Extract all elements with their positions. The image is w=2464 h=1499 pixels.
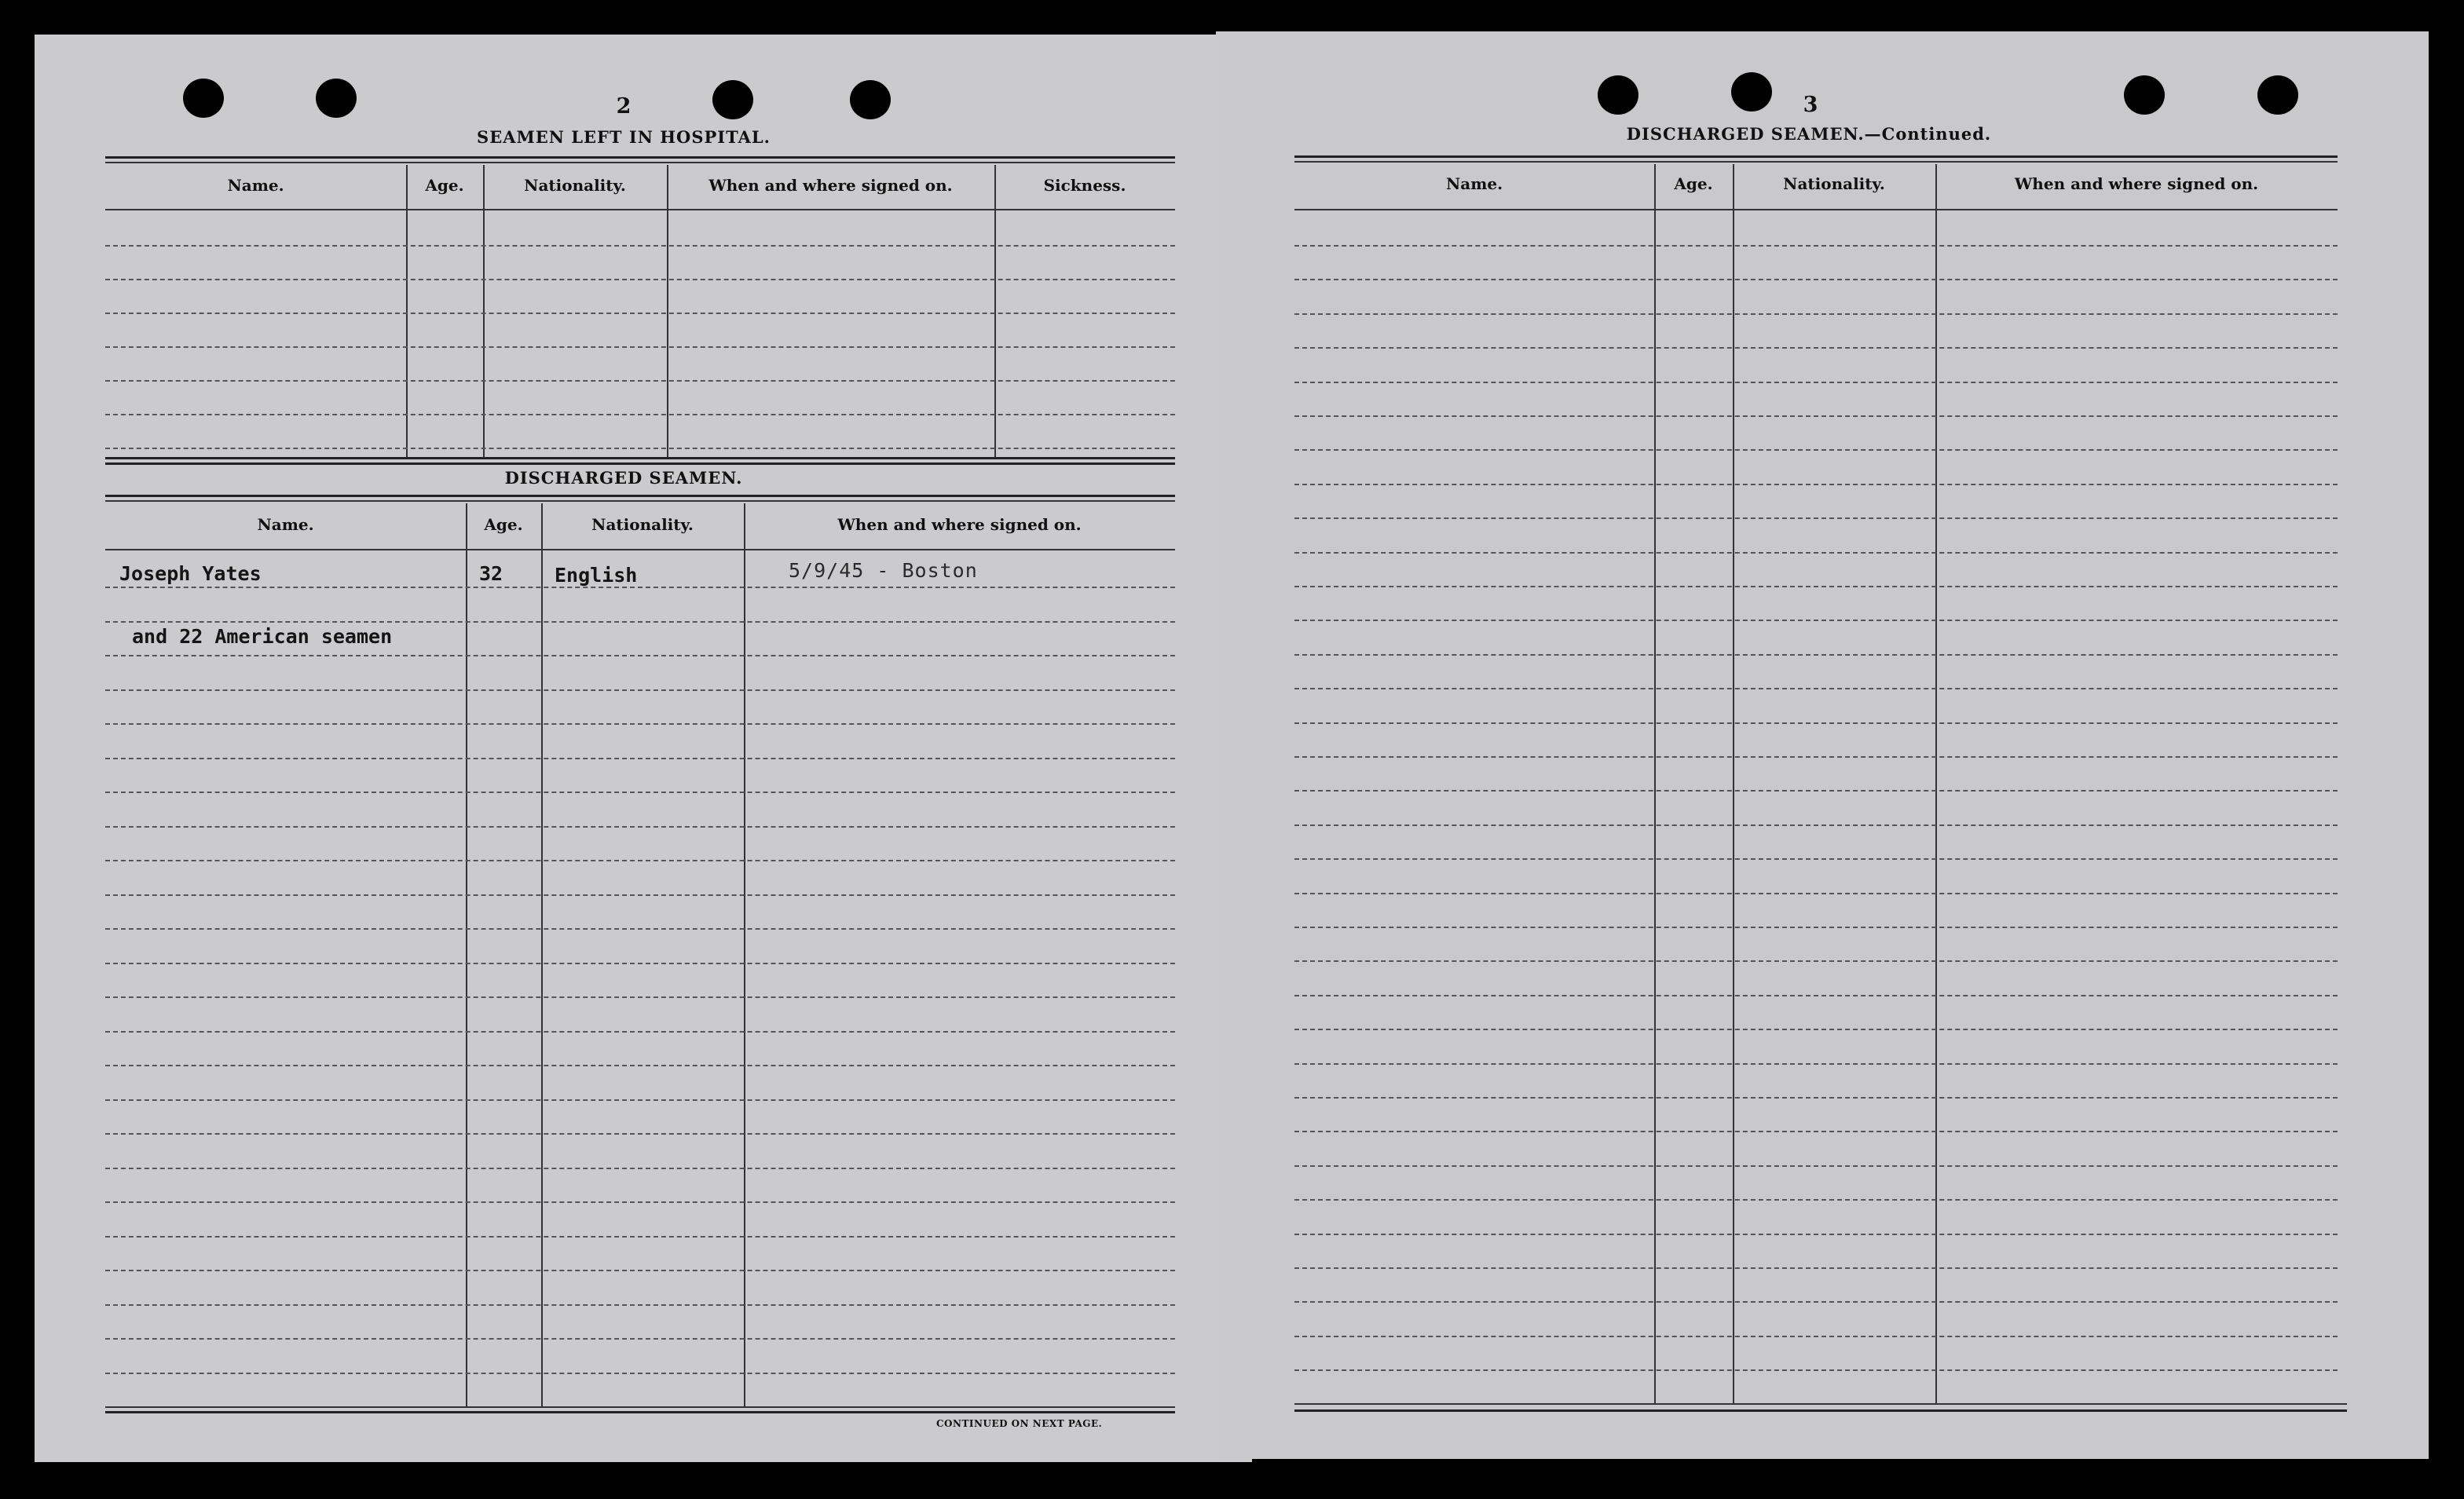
punch-hole (316, 79, 357, 118)
row-line (1294, 1097, 2338, 1099)
row-line (105, 621, 1175, 623)
table-top-rule (105, 500, 1175, 502)
col-header-signed-on: When and where signed on. (708, 176, 953, 195)
table-top-rule (1294, 155, 2338, 158)
col-header-name: Name. (1445, 174, 1503, 193)
discharged-section-title: DISCHARGED SEAMEN. (504, 468, 743, 488)
row-line (1294, 995, 2338, 996)
row-line (1294, 654, 2338, 656)
column-divider (1654, 164, 1656, 1403)
row-line (1294, 517, 2338, 519)
row-line (105, 1168, 1175, 1169)
table-top-rule (105, 462, 1175, 465)
row-line (1294, 1267, 2338, 1269)
table-bottom-rule (105, 457, 1175, 459)
row-line (1294, 960, 2338, 962)
row-line (105, 380, 1175, 382)
table-bottom-rule (105, 1406, 1175, 1408)
left-page (35, 35, 1252, 1462)
row-line (1294, 893, 2338, 894)
row-line (1294, 1131, 2338, 1132)
row-line (1294, 1336, 2338, 1337)
row-line (1294, 586, 2338, 587)
col-header-signed-on: When and where signed on. (2014, 174, 2259, 193)
page-number: 2 (616, 94, 632, 119)
row-line (1294, 552, 2338, 554)
row-line (105, 1270, 1175, 1271)
row-line (1294, 1199, 2338, 1201)
right-page (1216, 31, 2429, 1459)
seaman-name: Joseph Yates (119, 562, 262, 585)
row-line (1294, 722, 2338, 724)
header-rule (1294, 209, 2338, 210)
col-header-age: Age. (484, 515, 523, 534)
col-header-nationality: Nationality. (591, 515, 694, 534)
row-line (1294, 1165, 2338, 1167)
row-line (1294, 415, 2338, 417)
row-line (105, 894, 1175, 896)
row-line (105, 313, 1175, 314)
row-line (105, 414, 1175, 415)
row-line (1294, 824, 2338, 826)
row-line (1294, 484, 2338, 485)
col-header-signed-on: When and where signed on. (837, 515, 1082, 534)
column-divider (1733, 164, 1734, 1403)
table-top-rule (105, 156, 1175, 159)
col-header-name: Name. (227, 176, 284, 195)
row-line (1294, 927, 2338, 928)
row-line (105, 723, 1175, 725)
seaman-nationality: English (555, 564, 638, 587)
row-line (1294, 688, 2338, 689)
row-line (105, 346, 1175, 348)
row-line (105, 1133, 1175, 1135)
header-rule (105, 549, 1175, 550)
seaman-age: 32 (479, 562, 503, 585)
punch-hole (2124, 75, 2165, 115)
page-number: 3 (1803, 93, 1818, 117)
row-line (105, 1031, 1175, 1033)
table-top-rule (105, 495, 1175, 497)
row-line (105, 1236, 1175, 1238)
row-line (1294, 382, 2338, 383)
continued-note: CONTINUED ON NEXT PAGE. (936, 1418, 1103, 1429)
row-line (105, 1201, 1175, 1203)
col-header-age: Age. (425, 176, 464, 195)
row-line (1294, 279, 2338, 280)
col-header-nationality: Nationality. (524, 176, 626, 195)
row-line (1294, 1234, 2338, 1235)
table-bottom-rule (1294, 1403, 2347, 1405)
punch-hole (2257, 75, 2298, 115)
col-header-name: Name. (257, 515, 314, 534)
row-line (1294, 313, 2338, 315)
punch-hole (712, 80, 753, 119)
row-line (105, 279, 1175, 280)
row-line (105, 758, 1175, 759)
row-line (105, 928, 1175, 930)
row-line (105, 826, 1175, 828)
row-line (1294, 347, 2338, 349)
row-line (1294, 620, 2338, 621)
row-line (105, 996, 1175, 998)
discharged-continued-title: DISCHARGED SEAMEN.—Continued. (1626, 124, 1992, 144)
col-header-nationality: Nationality. (1783, 174, 1885, 193)
table-top-rule (105, 162, 1175, 163)
row-line (105, 1099, 1175, 1101)
punch-hole (850, 80, 891, 119)
seaman-signed-on: 5/9/45 - Boston (789, 559, 978, 582)
row-line (105, 448, 1175, 449)
row-line (1294, 1301, 2338, 1303)
row-line (105, 1304, 1175, 1306)
table-top-rule (1294, 161, 2338, 163)
table-bottom-rule (105, 1411, 1175, 1413)
col-header-age: Age. (1674, 174, 1713, 193)
row-line (1294, 245, 2338, 247)
row-line (1294, 1029, 2338, 1030)
punch-hole (1731, 72, 1772, 112)
row-line (105, 1338, 1175, 1340)
row-line (105, 792, 1175, 793)
seaman-name: and 22 American seamen (132, 625, 393, 648)
punch-hole (183, 79, 224, 118)
punch-hole (1598, 75, 1638, 115)
row-line (1294, 756, 2338, 758)
row-line (105, 1373, 1175, 1374)
col-header-sickness: Sickness. (1043, 176, 1126, 195)
row-line (105, 587, 1175, 588)
row-line (1294, 449, 2338, 451)
column-divider (1935, 164, 1937, 1403)
row-line (1294, 1063, 2338, 1065)
row-line (105, 963, 1175, 964)
row-line (105, 245, 1175, 247)
row-line (105, 860, 1175, 861)
hospital-section-title: SEAMEN LEFT IN HOSPITAL. (477, 127, 771, 147)
row-line (1294, 1369, 2338, 1371)
header-rule (105, 209, 1175, 210)
row-line (105, 655, 1175, 656)
row-line (1294, 858, 2338, 860)
row-line (105, 689, 1175, 691)
row-line (1294, 790, 2338, 792)
row-line (105, 1065, 1175, 1066)
table-bottom-rule (1294, 1409, 2347, 1412)
